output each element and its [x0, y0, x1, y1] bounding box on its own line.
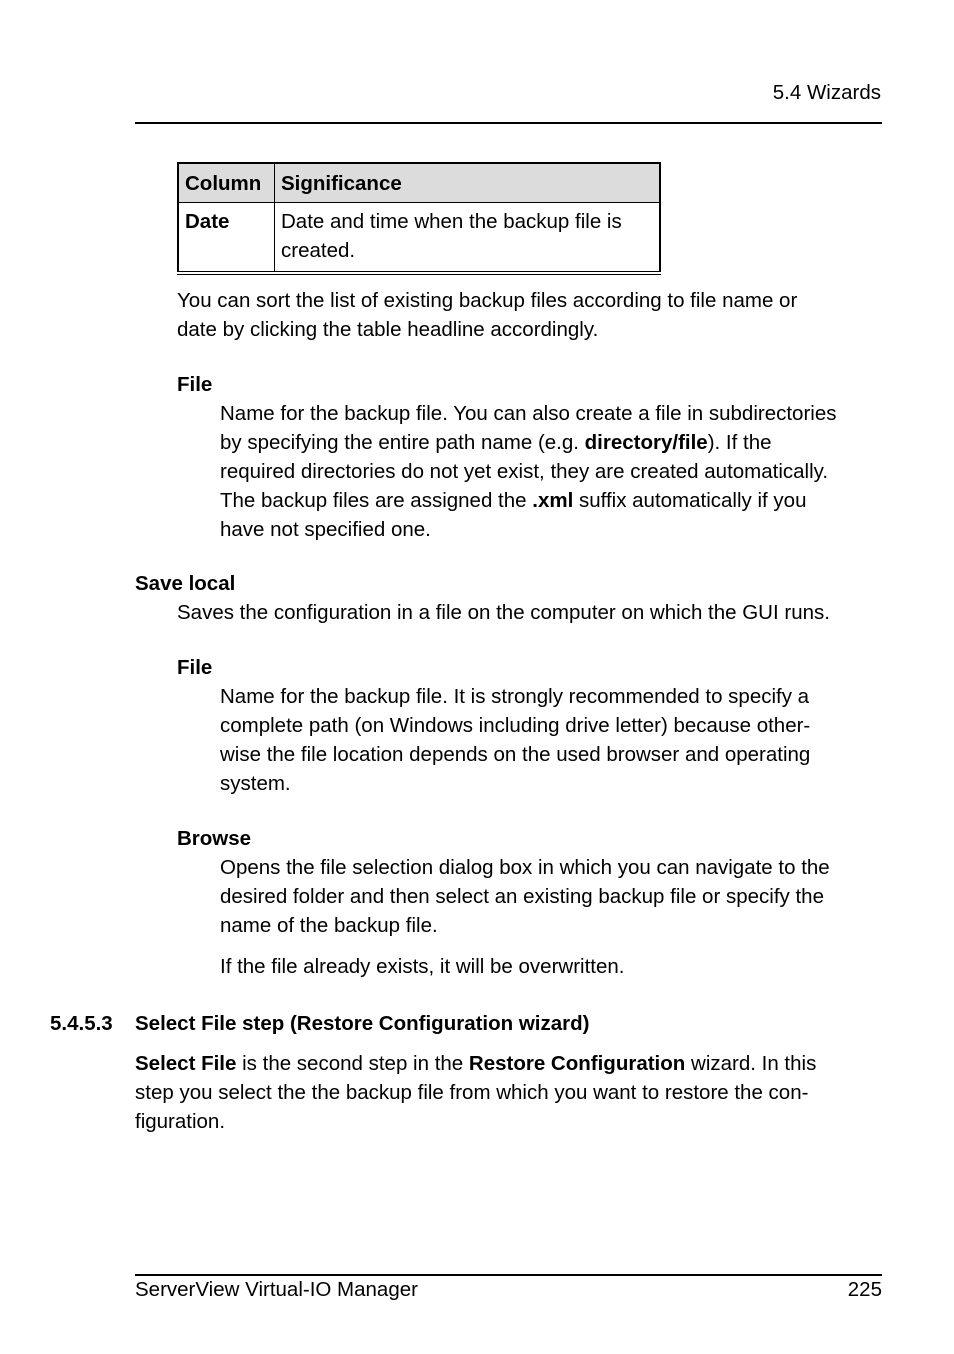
text-line: wise the file location depends on the used browser and operating: [220, 743, 811, 766]
file-term-2: File: [177, 656, 213, 679]
save-local-term: Save local: [135, 572, 236, 595]
text-line: required directories do not yet exist, they are created automatically.: [220, 460, 829, 483]
text-line: The backup files are assigned the .xml suffix automatically if you: [220, 489, 807, 512]
text-line: name of the backup file.: [220, 914, 438, 937]
text-line: Select File is the second step in the Restore Configuration wizard. In this: [135, 1052, 817, 1075]
page-number: 225: [847, 1278, 882, 1301]
running-header: 5.4 Wizards: [772, 81, 881, 104]
text-line: by specifying the entire path name (e.g. directory/file). If the: [220, 431, 772, 454]
significance-table: [177, 162, 661, 275]
significance-line: created.: [281, 239, 356, 262]
table-cell-term: Date: [178, 203, 275, 274]
table-cell-significance: [275, 203, 661, 274]
footer-product: ServerView Virtual-IO Manager: [135, 1278, 418, 1301]
section-title: Select File step (Restore Configuration wizard): [135, 1012, 590, 1035]
text-line: date by clicking the table headline accordingly.: [177, 318, 599, 341]
browse-description: [220, 853, 830, 940]
text-line: Name for the backup file. You can also create a file in subdirectories: [220, 402, 837, 425]
file-description-1: [220, 399, 837, 544]
text-line: Name for the backup file. It is strongly recommended to specify a: [220, 685, 810, 708]
text-line: step you select the the backup file from which you want to restore the con-: [135, 1081, 809, 1104]
file-term-1: File: [177, 373, 213, 396]
table-row: [178, 203, 660, 274]
text-line: figuration.: [135, 1110, 226, 1133]
text-line: have not specified one.: [220, 518, 431, 541]
text-line: desired folder and then select an existing backup file or specify the: [220, 885, 824, 908]
header-rule: [135, 122, 882, 124]
browse-term: Browse: [177, 827, 252, 850]
browse-note: If the file already exists, it will be overwritten.: [220, 955, 625, 978]
column-header-significance: Significance: [275, 163, 661, 203]
section-number: 5.4.5.3: [50, 1012, 113, 1035]
save-local-description: Saves the configuration in a file on the computer on which the GUI runs.: [177, 601, 830, 624]
column-header-column: Column: [178, 163, 275, 203]
text-line: complete path (on Windows including drive letter) because other-: [220, 714, 811, 737]
sort-note: [177, 286, 797, 344]
text-line: You can sort the list of existing backup files according to file name or: [177, 289, 798, 312]
text-line: system.: [220, 772, 291, 795]
text-line: Opens the file selection dialog box in which you can navigate to the: [220, 856, 830, 879]
significance-line: Date and time when the backup file is: [281, 210, 622, 233]
table-header-row: [178, 163, 660, 203]
section-body: [135, 1049, 816, 1136]
file-description-2: [220, 682, 810, 798]
